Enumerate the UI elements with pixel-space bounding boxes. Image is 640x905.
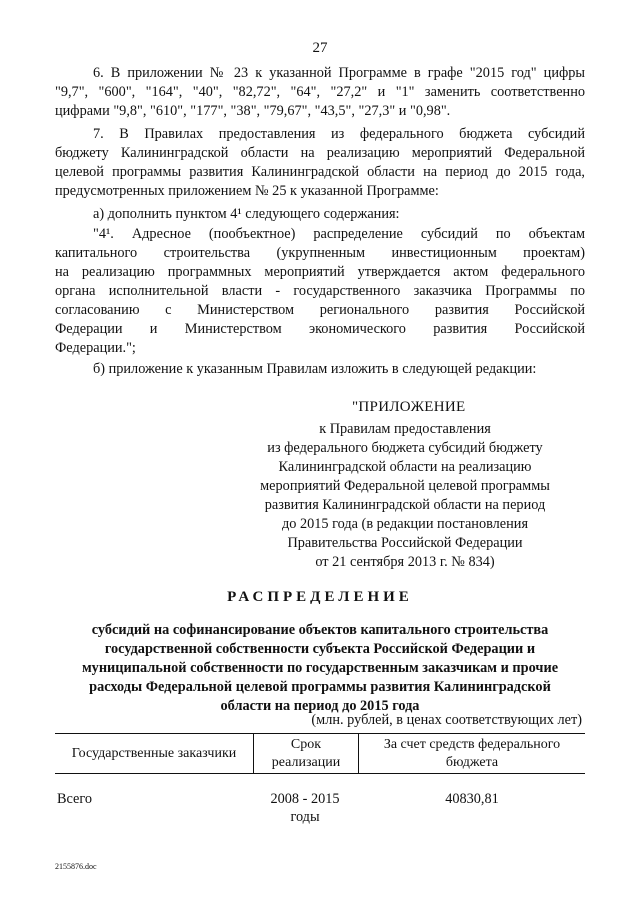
- quoted-clause-line: согласованию с Министерством регионального развития Российской: [55, 302, 585, 318]
- appendix-caption-line: от 21 сентября 2013 г. № 834): [315, 554, 495, 570]
- quoted-clause: [55, 225, 585, 358]
- table-cell-period: 2008 - 2015 годы: [270, 791, 340, 825]
- item-b-text: б) приложение к указанным Правилам изложить в следующей редакции:: [93, 361, 537, 377]
- distribution-subtitle: [60, 621, 580, 716]
- appendix-caption-line: Калининградской области на реализацию: [278, 459, 532, 475]
- distribution-subtitle-line: субсидий на софинансирование объектов капитального строительства: [91, 622, 549, 638]
- item-a-text: а) дополнить пунктом 4¹ следующего содержания:: [93, 206, 400, 222]
- distribution-subtitle-line: муниципальной собственности по государственным заказчикам и прочие: [81, 660, 559, 676]
- appendix-caption-line: из федерального бюджета субсидий бюджету: [267, 440, 543, 456]
- distribution-subtitle-line: государственной собственности субъекта Российской Федерации и: [104, 641, 536, 657]
- quoted-clause-line: органа исполнительной власти - государственного заказчика Программы по: [55, 283, 585, 299]
- table-cell-amount: 40830,81: [445, 791, 499, 807]
- quoted-clause-line: капитального строительства (укрупненным инвестиционным проектам): [55, 245, 585, 261]
- quoted-clause-line: на реализацию программных мероприятий утверждается актом федерального: [55, 264, 585, 280]
- distribution-subtitle-line: расходы Федеральной целевой программы развития Калининградской: [89, 679, 551, 695]
- paragraph-6: [55, 64, 585, 121]
- item-b: [55, 360, 585, 379]
- paragraph-7-line: предусмотренных приложением № 25 к указанной Программе:: [55, 183, 439, 199]
- table-header-federal-budget: За счет средств федерального бюджета: [383, 737, 561, 770]
- paragraph-6-line: 6. В приложении № 23 к указанной Программе в графе "2015 год" цифры: [93, 65, 585, 81]
- appendix-title: "ПРИЛОЖЕНИЕ: [352, 399, 466, 415]
- quoted-clause-line: Федерации и Министерством экономического развития Российской: [55, 321, 585, 337]
- table-column-divider: [253, 733, 254, 773]
- item-a: [55, 205, 585, 224]
- appendix-caption-line: к Правилам предоставления: [319, 421, 491, 437]
- paragraph-7-line: бюджету Калининградской области на реализацию мероприятий Федеральной: [55, 145, 585, 161]
- paragraph-6-line: цифрами "9,8", "610", "177", "38", "79,67", "43,5", "27,3" и "0,98".: [55, 103, 451, 119]
- distribution-title: РАСПРЕДЕЛЕНИЕ: [227, 589, 413, 605]
- quoted-clause-line: "4¹. Адресное (пообъектное) распределение субсидий по объектам: [93, 226, 585, 242]
- page-number: 27: [312, 40, 328, 56]
- table-top-rule: [55, 733, 585, 734]
- table-header-customers: Государственные заказчики: [71, 746, 237, 761]
- footer-filename: 2155876.doc: [55, 862, 97, 871]
- appendix-caption-line: развития Калининградской области на период: [264, 497, 546, 513]
- paragraph-7: [55, 125, 585, 201]
- appendix-caption-line: мероприятий Федеральной целевой программы: [260, 478, 550, 494]
- distribution-subtitle-line: области на период до 2015 года: [220, 698, 420, 714]
- appendix-caption-line: Правительства Российской Федерации: [287, 535, 523, 551]
- paragraph-6-line: "9,7", "600", "164", "40", "82,72", "64", "27,2" и "1" заменить соответственно: [55, 84, 585, 100]
- paragraph-7-line: целевой программы развития Калининградской области на период до 2015 года,: [55, 164, 585, 180]
- paragraph-7-line: 7. В Правилах предоставления из федерального бюджета субсидий: [93, 126, 585, 142]
- table-cell-customer: Всего: [57, 791, 93, 807]
- units-note: (млн. рублей, в ценах соответствующих лет): [311, 712, 582, 728]
- quoted-clause-line: Федерации.";: [55, 340, 136, 356]
- appendix-caption-line: до 2015 года (в редакции постановления: [281, 516, 529, 532]
- appendix-caption: [230, 420, 580, 572]
- table-column-divider: [358, 733, 359, 773]
- table-header-period: Срок реализации: [271, 737, 341, 770]
- table-header-rule: [55, 773, 585, 774]
